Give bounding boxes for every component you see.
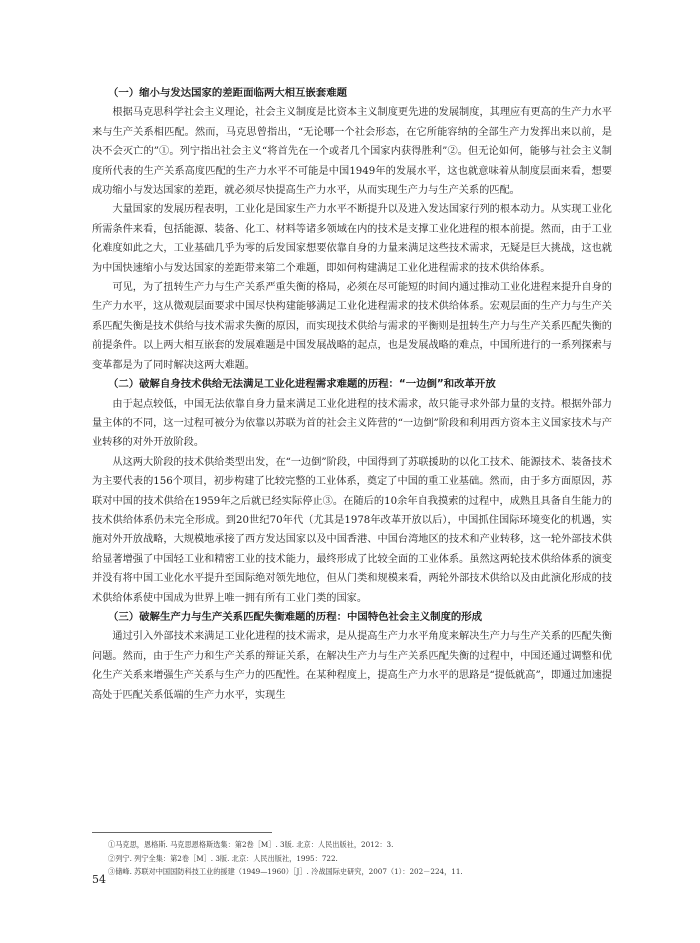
paragraph: 通过引入外部技术来满足工业化进程的技术需求，是从提高生产力水平角度来解决生产力与生产关系的匹配失衡问题。然而，由于生产力和生产关系的辩证关系，在解决生产力与生产关系匹配失衡的过程中，中国还通过调整和优化生产关系来增强生产关系与生产力的匹配性。在某种程度上，提高生产力水平的思路是“提低就高”，即通过加速提高处于匹配关系低端的生产力水平，实现生	[92, 631, 612, 701]
section-heading-3: （三）破解生产力与生产关系匹配失衡难题的历程：中国特色社会主义制度的形成	[108, 610, 483, 623]
footnote-3: ③储峰. 苏联对中国国防科技工业的援建（1949—1960）［J］. 冷战国际史研究，2007（1）：202－224，11.	[108, 867, 463, 877]
footnotes	[92, 832, 612, 879]
paragraph: 可见，为了扭转生产力与生产关系严重失衡的格局，必须在尽可能短的时间内通过推动工业化进程来提升自身的生产力水平，这从微观层面要求中国尽快构建能够满足工业化进程需求的技术供给体系。宏观层面的生产力与生产关系匹配失衡是技术供给与技术需求失衡的原因，而实现技术供给与需求的平衡则是扭转生产力与生产关系匹配失衡的前提条件。以上两大相互嵌套的发展难题是中国发展战略的起点，也是发展战略的难点，中国所进行的一系列探索与变革都是为了同时解决这两大难题。	[92, 282, 612, 371]
paragraph: 根据马克思科学社会主义理论，社会主义制度是比资本主义制度更先进的发展制度，其理应有更高的生产力水平来与生产关系相匹配。然而，马克思曾指出，“无论哪一个社会形态，在它所能容纳的全部生产力发挥出来以前，是决不会灭亡的”①。列宁指出社会主义“将首先在一个或者几个国家内获得胜利”②。但无论如何，能够与社会主义制度所代表的生产关系高度匹配的生产力水平不可能是中国1949年的发展水平，这也就意味着从制度层面来看，想要成功缩小与发达国家的差距，就必须尽快提高生产力水平，从而实现生产力与生产关系的匹配。	[92, 107, 612, 197]
page-number: 54	[92, 873, 106, 886]
footnote-divider	[92, 832, 272, 833]
section-heading-2: （二）破解自身技术供给无法满足工业化进程需求难题的历程：“一边倒”和改革开放	[108, 378, 496, 391]
paragraph: 由于起点较低，中国无法依靠自身力量来满足工业化进程的技术需求，故只能寻求外部力量的支持。根据外部力量主体的不同，这一过程可被分为依靠以苏联为首的社会主义阵营的“一边倒”阶段和利用西方资本主义国家技术与产业转移的对外开放阶段。	[92, 398, 612, 449]
footnote-1: ①马克思，恩格斯. 马克思恩格斯选集：第2卷［M］. 3版. 北京：人民出版社，2012：3.	[108, 840, 394, 849]
paragraph: 大量国家的发展历程表明，工业化是国家生产力水平不断提升以及进入发达国家行列的根本动力。从实现工业化所需条件来看，包括能源、装备、化工、材料等诸多领域在内的技术是支撑工业化进程的根本前提。然而，由于工业化难度如此之大，工业基础几乎为零的后发国家想要依靠自身的力量来满足这些技术需求，无疑是巨大挑战，这也就为中国快速缩小与发达国家的差距带来第二个难题，即如何构建满足工业化进程需求的技术供给体系。	[92, 204, 612, 274]
section-heading-1: （一）缩小与发达国家的差距面临两大相互嵌套难题	[108, 87, 347, 99]
body-text	[92, 84, 612, 705]
paragraph: 从这两大阶段的技术供给类型出发，在“一边倒”阶段，中国得到了苏联援助的以化工技术、能源技术、装备技术为主要代表的156个项目，初步构建了比较完整的工业体系，奠定了中国的重工业基础。然而，由于多方面原因，苏联对中国的技术供给在1959年之后就已经实际停止③。在随后的10余年自我摸索的过程中，成熟且具备自生能力的技术供给体系仍未完全形成。到20世纪70年代（尤其是1978年改革开放以后），中国抓住国际环境变化的机遇，实施对外开放战略，大规模地承接了西方发达国家以及中国香港、中国台湾地区的技术和产业转移，这一轮外部技术供给显著增强了中国轻工业和精密工业的技术能力，最终形成了比较全面的工业体系。虽然这两轮技术供给体系的演变并没有将中国工业化水平提升至国际绝对领先地位，但从门类和规模来看，两轮外部技术供给以及由此演化形成的技术供给体系使中国成为世界上唯一拥有所有工业门类的国家。	[92, 456, 612, 604]
footnote-2: ②列宁. 列宁全集：第2卷［M］. 3版. 北京：人民出版社，1995：722.	[108, 853, 338, 863]
